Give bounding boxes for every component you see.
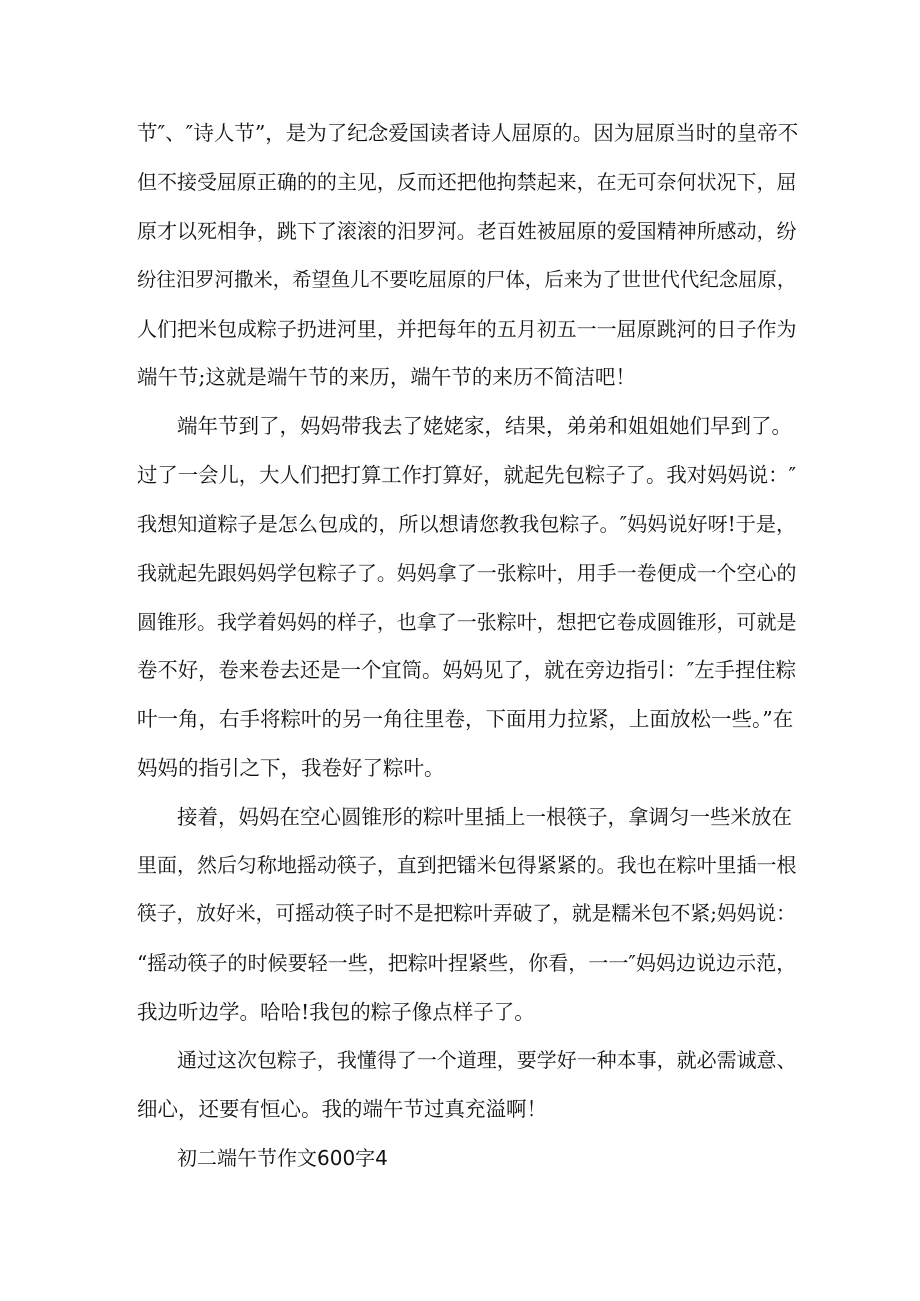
text-line: 叶一角，右手将粽叶的另一角往里卷，下面用力拉紧，上面放松一些。”在 [137,707,794,731]
text-line: 卷不好，卷来卷去还是一个宜筒。妈妈见了，就在旁边指引：″左手捏住粽 [137,658,797,682]
section-heading: 初二端午节作文600字4 [177,1146,388,1170]
text-line: “摇动筷子的时候要轻一些，把粽叶捏紧些，你看，一一″妈妈边说边示范， [137,951,797,975]
text-line: 细心，还要有恒心。我的端午节过真充溢啊！ [137,1097,547,1121]
text-line: 节″、″诗人节”，是为了纪念爱国读者诗人屈原的。因为屈原当时的皇帝不 [137,121,799,145]
text-line: 我想知道粽子是怎么包成的，所以想请您教我包粽子。″妈妈说好呀!于是， [137,512,797,536]
text-line: 端年节到了，妈妈带我去了姥姥家，结果，弟弟和姐姐她们早到了。 [177,414,792,438]
text-line: 筷子，放好米，可摇动筷子时不是把粽叶弄破了，就是糯米包不紧;妈妈说： [137,902,796,925]
text-line: 人们把米包成粽子扔进河里，并把每年的五月初五一一屈原跳河的日子作为 [137,317,797,341]
text-line: 我就起先跟妈妈学包粽子了。妈妈拿了一张粽叶，用手一卷便成一个空心的 [137,561,797,585]
text-line: 原才以死相争，跳下了滚滚的汨罗河。老百姓被屈原的爱国精神所感动，纷 [137,219,797,243]
text-line: 通过这次包粽子，我懂得了一个道理，要学好一种本事，就必需诚意、 [177,1048,797,1072]
text-line: 圆锥形。我学着妈妈的样子，也拿了一张粽叶，想把它卷成圆锥形，可就是 [137,610,797,634]
text-line: 过了一会儿，大人们把打算工作打算好，就起先包粽子了。我对妈妈说：″ [137,463,797,487]
text-line: 纷往汨罗河撒米，希望鱼儿不要吃屈原的尸体，后来为了世世代代纪念屈原， [137,268,797,291]
text-line: 里面，然后匀称地摇动筷子，直到把镭米包得紧紧的。我也在粽叶里插一根 [137,853,797,877]
text-line: 妈妈的指引之下，我卷好了粽叶。 [137,756,445,780]
text-line: 我边听边学。哈哈!我包的粽子像点样子了。 [137,1000,535,1024]
text-line: 端午节;这就是端午节的来历，端午节的来历不简洁吧！ [137,365,636,389]
text-line: 但不接受屈原正确的的主见，反而还把他拘禁起来，在无可奈何状况下，屈 [137,170,797,194]
text-line: 接着，妈妈在空心圆锥形的粽叶里插上一根筷子，拿调匀一些米放在 [177,805,792,829]
